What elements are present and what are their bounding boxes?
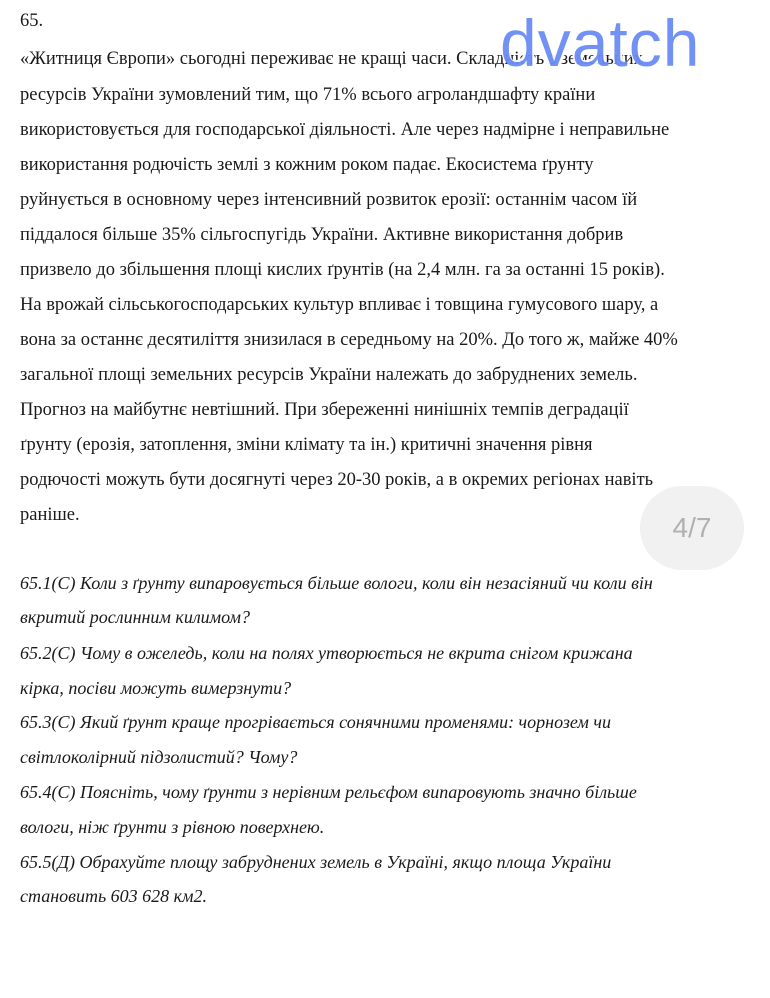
paragraph-line: раніше.	[20, 505, 80, 525]
page-indicator: 4/7	[640, 486, 744, 570]
problem-number: 65.	[20, 11, 44, 31]
question-65-2-cont: кірка, посіви можуть вимерзнути?	[20, 678, 292, 698]
question-65-3-cont: світлоколірний підзолистий? Чому?	[20, 747, 298, 767]
paragraph-line: використання родючість землі з кожним роком падає. Екосистема ґрунту	[20, 155, 594, 175]
paragraph-line: піддалося більше 35% сільгоспугідь України. Активне використання добрив	[20, 225, 624, 245]
paragraph-line: руйнується в основному через інтенсивний розвиток ерозії: останнім часом їй	[20, 190, 638, 210]
question-65-1: 65.1(С) Коли з ґрунту випаровується більше вологи, коли він незасіяний чи коли він	[20, 573, 653, 593]
paragraph-line: використовується для господарської діяльності. Але через надмірне і неправильне	[20, 120, 670, 140]
question-65-1-cont: вкритий рослинним килимом?	[20, 607, 250, 627]
question-65-5: 65.5(Д) Обрахуйте площу забруднених земель в Україні, якщо площа України	[20, 852, 612, 872]
paragraph-line: ґрунту (ерозія, затоплення, зміни клімату та ін.) критичні значення рівня	[20, 435, 593, 455]
watermark-logo: dvatch	[500, 6, 701, 80]
paragraph-line: родючості можуть бути досягнуті через 20-30 років, а в окремих регіонах навіть	[20, 470, 654, 490]
paragraph-line: Прогноз на майбутнє невтішний. При збереженні нинішніх темпів деградації	[20, 400, 629, 420]
question-65-3: 65.3(С) Який ґрунт краще прогрівається сонячними променями: чорнозем чи	[20, 712, 611, 732]
paragraph-line: призвело до збільшення площі кислих ґрунтів (на 2,4 млн. га за останні 15 років).	[20, 260, 665, 280]
question-65-4: 65.4(С) Поясніть, чому ґрунти з нерівним рельєфом випаровують значно більше	[20, 782, 637, 802]
paragraph-line: ресурсів України зумовлений тим, що 71% всього агроландшафту країни	[20, 85, 596, 105]
paragraph-line: «Житниця Європи» сьогодні переживає не кращі часи. Складність з земельних	[20, 49, 643, 69]
question-65-5-cont: становить 603 628 км2.	[20, 886, 208, 906]
question-65-4-cont: вологи, ніж ґрунти з рівною поверхнею.	[20, 817, 325, 837]
paragraph-line: вона за останнє десятиліття знизилася в середньому на 20%. До того ж, майже 40%	[20, 330, 678, 350]
paragraph-line: На врожай сільськогосподарських культур впливає і товщина гумусового шару, а	[20, 295, 659, 315]
question-65-2: 65.2(С) Чому в ожеледь, коли на полях утворюється не вкрита снігом крижана	[20, 643, 633, 663]
paragraph-line: загальної площі земельних ресурсів України належать до забруднених земель.	[20, 365, 638, 385]
